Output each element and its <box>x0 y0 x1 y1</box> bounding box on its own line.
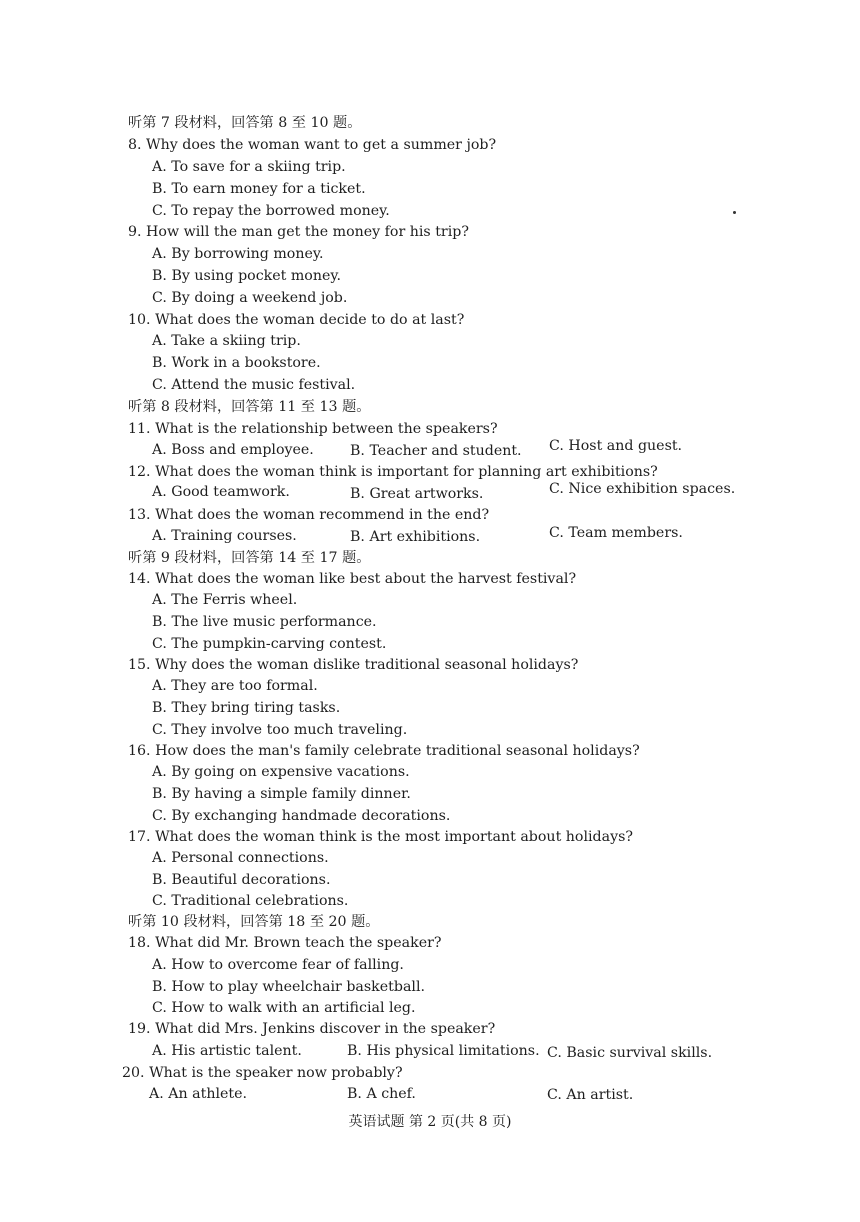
option-c: C. The pumpkin-carving contest. <box>152 636 387 652</box>
option-c: C. Host and guest. <box>549 438 683 454</box>
option-b: B. By using pocket money. <box>152 268 342 284</box>
option-c: C. Attend the music festival. <box>152 377 356 393</box>
option-b: B. They bring tiring tasks. <box>152 700 341 716</box>
option-c: C. By exchanging handmade decorations. <box>152 808 451 824</box>
option-b: B. By having a simple family dinner. <box>152 786 411 802</box>
question-stem: 8. Why does the woman want to get a summer job? <box>128 137 497 153</box>
option-a: A. By borrowing money. <box>152 246 324 262</box>
option-c: C. By doing a weekend job. <box>152 290 348 306</box>
question-stem: 9. How will the man get the money for his trip? <box>128 224 469 240</box>
option-a: A. The Ferris wheel. <box>152 592 298 608</box>
question-stem: 17. What does the woman think is the most important about holidays? <box>128 829 633 845</box>
option-a: A. Training courses. <box>152 528 297 544</box>
option-c: C. An artist. <box>547 1087 634 1103</box>
option-a: A. Take a skiing trip. <box>152 333 301 349</box>
option-b: B. To earn money for a ticket. <box>152 181 366 197</box>
question-stem: 15. Why does the woman dislike traditional seasonal holidays? <box>128 657 579 673</box>
option-a: A. Boss and employee. <box>152 442 314 458</box>
option-c: C. They involve too much traveling. <box>152 722 408 738</box>
option-b: B. Art exhibitions. <box>350 529 481 545</box>
question-stem: 20. What is the speaker now probably? <box>122 1065 403 1081</box>
option-b: B. The live music performance. <box>152 614 377 630</box>
question-stem: 11. What is the relationship between the speakers? <box>128 421 498 437</box>
question-stem: 19. What did Mrs. Jenkins discover in the speaker? <box>128 1021 496 1037</box>
option-b: B. Beautiful decorations. <box>152 872 331 888</box>
option-a: A. They are too formal. <box>152 678 318 694</box>
option-a: A. Good teamwork. <box>152 484 290 500</box>
question-stem: 12. What does the woman think is important for planning art exhibitions? <box>128 464 658 480</box>
option-b: B. Teacher and student. <box>350 443 522 459</box>
option-c: C. To repay the borrowed money. <box>152 203 390 219</box>
option-b: B. Great artworks. <box>350 486 484 502</box>
option-a: A. How to overcome fear of falling. <box>152 957 404 973</box>
option-a: A. By going on expensive vacations. <box>152 764 410 780</box>
option-c: C. Traditional celebrations. <box>152 893 349 909</box>
option-c: C. Nice exhibition spaces. <box>549 481 736 497</box>
option-b: B. His physical limitations. <box>347 1043 540 1059</box>
section-heading: 听第 8 段材料，回答第 11 至 13 题。 <box>128 399 371 415</box>
question-stem: 16. How does the man's family celebrate traditional seasonal holidays? <box>128 743 640 759</box>
option-b: B. How to play wheelchair basketball. <box>152 979 425 995</box>
section-heading: 听第 7 段材料，回答第 8 至 10 题。 <box>128 115 362 131</box>
section-heading: 听第 10 段材料，回答第 18 至 20 题。 <box>128 914 380 930</box>
option-c: C. How to walk with an artificial leg. <box>152 1000 416 1016</box>
option-b: B. Work in a bookstore. <box>152 355 321 371</box>
option-c: C. Team members. <box>549 525 683 541</box>
option-b: B. A chef. <box>347 1086 416 1102</box>
option-a: A. Personal connections. <box>152 850 329 866</box>
question-stem: 14. What does the woman like best about the harvest festival? <box>128 571 577 587</box>
question-stem: 13. What does the woman recommend in the end? <box>128 507 490 523</box>
page-footer: 英语试题 第 2 页(共 8 页) <box>348 1114 512 1130</box>
option-a: A. To save for a skiing trip. <box>152 159 346 175</box>
scan-speck <box>733 211 736 214</box>
option-c: C. Basic survival skills. <box>547 1045 713 1061</box>
question-stem: 10. What does the woman decide to do at last? <box>128 312 465 328</box>
section-heading: 听第 9 段材料，回答第 14 至 17 题。 <box>128 550 371 566</box>
option-a: A. His artistic talent. <box>152 1043 302 1059</box>
option-a: A. An athlete. <box>149 1086 247 1102</box>
question-stem: 18. What did Mr. Brown teach the speaker? <box>128 935 442 951</box>
